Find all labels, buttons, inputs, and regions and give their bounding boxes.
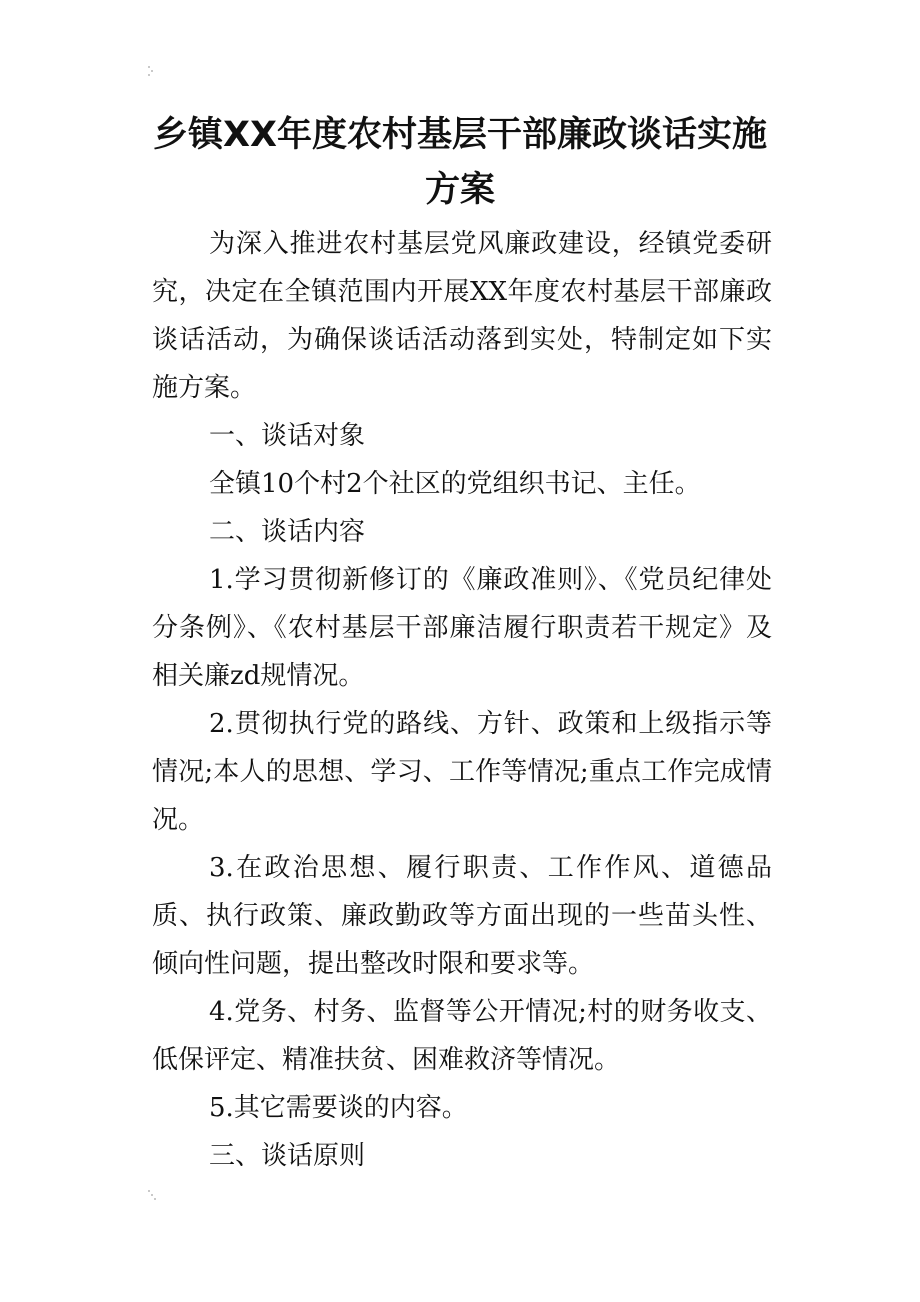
list-item: 4.党务、村务、监督等公开情况;村的财务收支、低保评定、精准扶贫、困难救济等情况。 — [152, 997, 772, 1075]
corner-mark-bottom — [148, 1190, 156, 1200]
heading-2: 二、谈话内容 — [209, 517, 366, 547]
list-item: 5.其它需要谈的内容。 — [209, 1093, 468, 1123]
paragraph-intro: 为深入推进农村基层党风廉政建设，经镇党委研究，决定在全镇范围内开展XX年度农村基层干部廉政谈话活动，为确保谈话活动落到实处，特制定如下实施方案。 — [152, 229, 772, 403]
list-item: 2.贯彻执行党的路线、方针、政策和上级指示等情况;本人的思想、学习、工作等情况;重点工作完成情况。 — [152, 709, 772, 835]
corner-mark-top — [148, 66, 156, 76]
list-item: 1.学习贯彻新修订的《廉政准则》、《党员纪律处分条例》、《农村基层干部廉洁履行职责若干规定》及相关廉zd规情况。 — [152, 565, 772, 691]
heading-1: 一、谈话对象 — [209, 421, 366, 451]
paragraph: 全镇10个村2个社区的党组织书记、主任。 — [209, 469, 701, 499]
document-body — [152, 220, 772, 1180]
heading-3: 三、谈话原则 — [209, 1141, 366, 1171]
document-title: 乡镇XX年度农村基层干部廉政谈话实施方案 — [153, 115, 767, 210]
list-item: 3.在政治思想、履行职责、工作作风、道德品质、执行政策、廉政勤政等方面出现的一些苗头性、倾向性问题，提出整改时限和要求等。 — [152, 853, 772, 979]
